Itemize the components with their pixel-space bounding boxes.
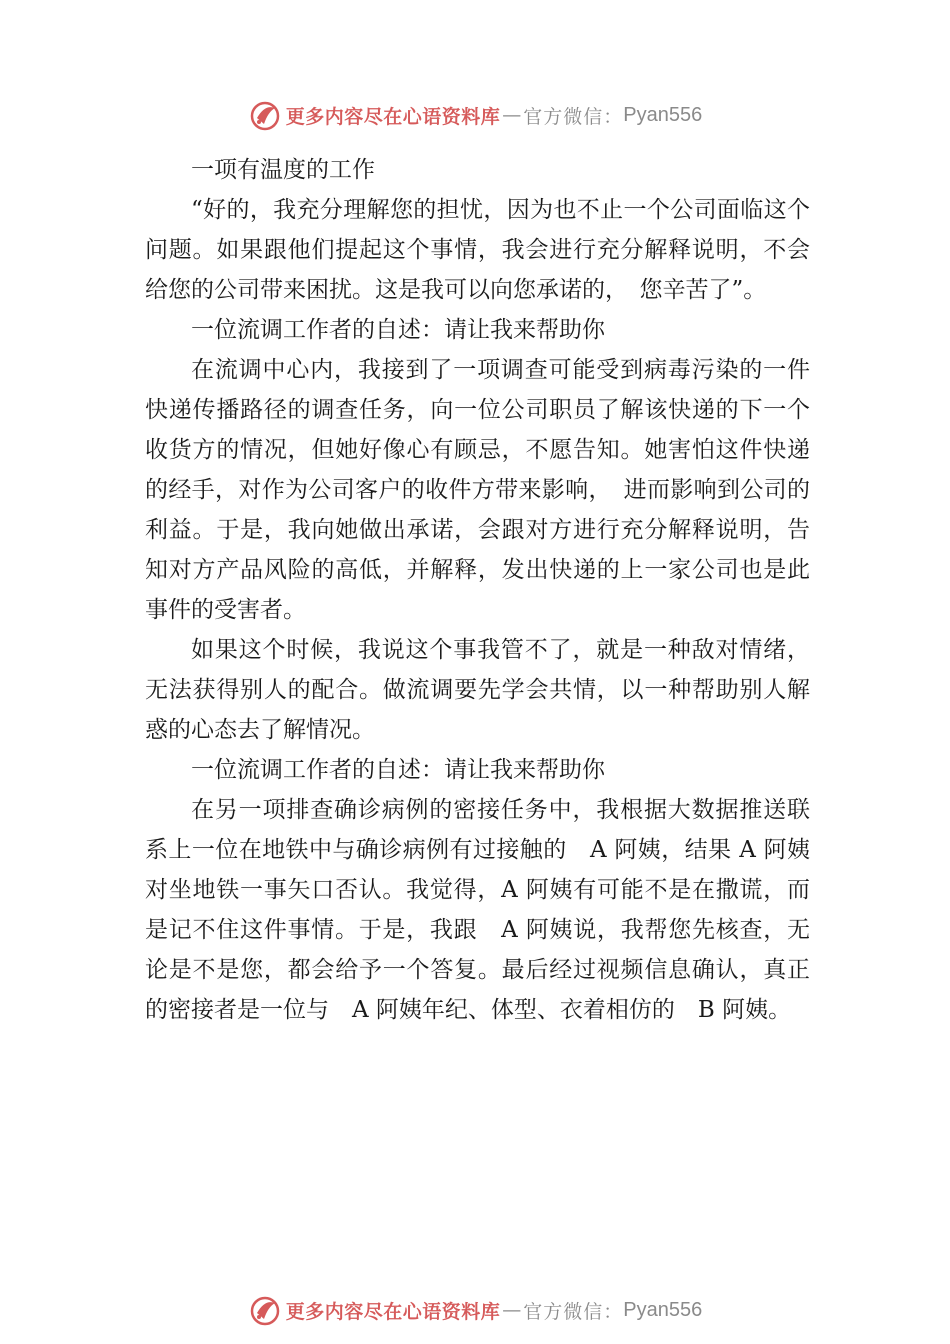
wechat-id: Pyan556 (623, 103, 703, 126)
paragraph-empathy: 如果这个时候，我说这个事我管不了，就是一种敌对情绪，无法获得别人的配合。做流调要先学会共情，以一种帮助别人解惑的心态去了解情况。 (145, 637, 810, 743)
heading-self-account-1: 一位流调工作者的自述：请让我来帮助你 (191, 317, 605, 343)
wechat-label: 官方微信： (523, 1300, 624, 1323)
paragraph-quote: “好的，我充分理解您的担忧，因为也不止一个公司面临这个问题。如果跟他们提起这个事情，我会进行充分解释说明，不会给您的公司带来困扰。这是我可以向您承诺的， 您辛苦了”。 (145, 197, 810, 303)
footer-watermark (0, 1290, 950, 1330)
separator: — (502, 1299, 522, 1321)
paragraph-express-case: 在流调中心内，我接到了一项调查可能受到病毒污染的一件快递传播路径的调查任务，向一位公司职员了解该快递的下一个收货方的情况，但她好像心有顾忌，不愿告知。她害怕这件快递的经手，对作为公司客户的收件方带来影响， 进而影响到公司的利益。于是，我向她做出承诺，会跟对方进行充分解释说明，告知对方产品风险的高低，并解释，发出快递的上一家公司也是此事件的受害者。 (145, 357, 810, 623)
brand-text: 更多内容尽在心语资料库 (285, 105, 501, 128)
wechat-id: Pyan556 (623, 1298, 703, 1321)
separator: — (502, 104, 522, 126)
heading-warm-work: 一项有温度的工作 (191, 157, 375, 183)
wechat-label: 官方微信： (523, 105, 624, 128)
logo-icon (248, 1293, 282, 1327)
paragraph-subway-case: 在另一项排查确诊病例的密接任务中，我根据大数据推送联系上一位在地铁中与确诊病例有过接触的 A 阿姨，结果 A 阿姨对坐地铁一事矢口否认。我觉得，A 阿姨有可能不是在撒谎，而是记不住这件事情。于是，我跟 A 阿姨说，我帮您先核查，无论是不是您，都会给予一个答复。最后经过视频信息确认，真正的密接者是一位与 A 阿姨年纪、体型、衣着相仿的 B 阿姨。 (145, 797, 810, 1023)
header-watermark (0, 95, 950, 135)
article-body (145, 150, 810, 1030)
heading-self-account-2: 一位流调工作者的自述：请让我来帮助你 (191, 757, 605, 783)
logo-icon (248, 98, 282, 132)
brand-text: 更多内容尽在心语资料库 (285, 1300, 501, 1323)
